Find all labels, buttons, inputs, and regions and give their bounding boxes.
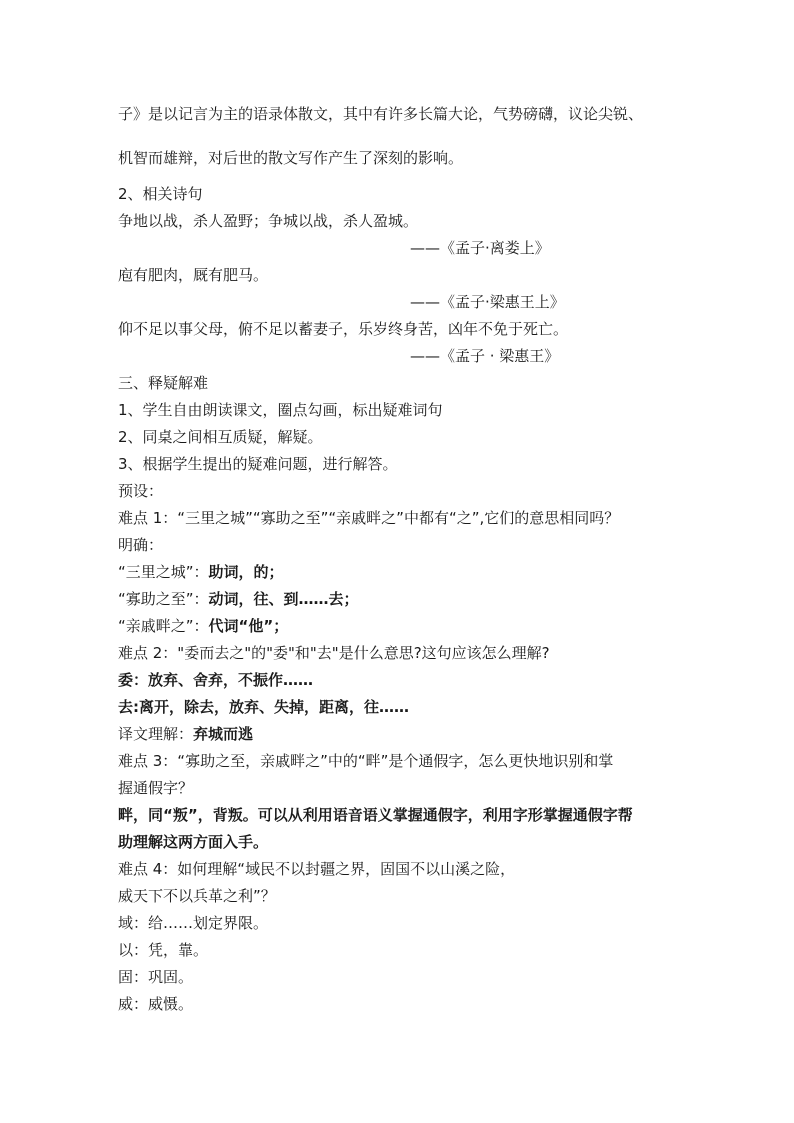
- difficulty-1-question: 难点 1：“三里之城”“寡助之至”“亲戚畔之”中都有“之”,它们的意思相同吗？: [118, 509, 620, 527]
- answer-label: “三里之城”：: [118, 563, 209, 581]
- translation-text: 弃城而逃: [193, 725, 254, 743]
- answer-text: 动词，往、到……去；: [208, 590, 359, 608]
- poem-line: 庖有肥肉，厩有肥马。: [118, 266, 269, 284]
- answer-qu: 去:离开，除去，放弃、失掉，距离，往……: [118, 698, 410, 716]
- difficulty-3-answer-line-2: 助理解这两方面入手。: [118, 833, 269, 851]
- answer-line: [118, 616, 288, 636]
- poem-line: 仰不足以事父母，俯不足以蓄妻子，乐岁终身苦，凶年不免于死亡。: [118, 320, 569, 338]
- intro-line-1: 子》是以记言为主的语录体散文，其中有许多长篇大论，气势磅礴，议论尖锐、: [118, 105, 644, 123]
- difficulty-3-question-line-1: 难点 3：“寡助之至，亲戚畔之”中的“畔”是个通假字，怎么更快地识别和掌: [118, 752, 614, 770]
- translation-label: 译文理解：: [118, 725, 194, 743]
- answer-label: “寡助之至”：: [118, 590, 209, 608]
- poem-source: ——《孟子 · 梁惠王》: [410, 347, 560, 365]
- poem-line: 争地以战，杀人盈野；争城以战，杀人盈城。: [118, 212, 419, 230]
- gloss-item: 固：巩固。: [118, 968, 194, 986]
- answer-wei: 委：放弃、舍弃，不振作……: [118, 671, 314, 689]
- answer-line: [118, 562, 284, 582]
- step-item: 2、同桌之间相互质疑，解疑。: [118, 428, 323, 446]
- step-item: 3、根据学生提出的疑难问题，进行解答。: [118, 455, 398, 473]
- answer-text: 助词，的；: [208, 563, 284, 581]
- gloss-item: 威：威慑。: [118, 995, 194, 1013]
- difficulty-2-question: 难点 2："委而去之"的"委"和"去"是什么意思?这句应该怎么理解?: [118, 644, 550, 662]
- clarify-label: 明确：: [118, 536, 164, 554]
- step-item: 1、学生自由朗读课文，圈点勾画，标出疑难词句: [118, 401, 443, 419]
- section-heading-poems: 2、相关诗句: [118, 185, 203, 203]
- gloss-item: 域：给……划定界限。: [118, 914, 269, 932]
- poem-source: ——《孟子·离娄上》: [410, 239, 550, 257]
- difficulty-4-question-line-1: 难点 4：如何理解“域民不以封疆之界，固国不以山溪之险，: [118, 860, 516, 878]
- intro-line-2: 机智而雄辩，对后世的散文写作产生了深刻的影响。: [118, 149, 464, 167]
- answer-line: [118, 589, 359, 609]
- gloss-item: 以：凭，靠。: [118, 941, 209, 959]
- difficulty-3-answer-line-1: 畔，同“叛”，背叛。可以从利用语音语义掌握通假字，利用字形掌握通假字帮: [118, 806, 633, 824]
- section-heading-difficulties: 三、释疑解难: [118, 374, 209, 392]
- translation-line: [118, 724, 253, 744]
- difficulty-4-question-line-2: 威天下不以兵革之利”？: [118, 887, 276, 905]
- answer-text: 代词“他”；: [208, 617, 289, 635]
- difficulty-3-question-line-2: 握通假字？: [118, 779, 194, 797]
- poem-source: ——《孟子·梁惠王上》: [410, 293, 565, 311]
- answer-label: “亲戚畔之”：: [118, 617, 209, 635]
- preset-label: 预设：: [118, 482, 164, 500]
